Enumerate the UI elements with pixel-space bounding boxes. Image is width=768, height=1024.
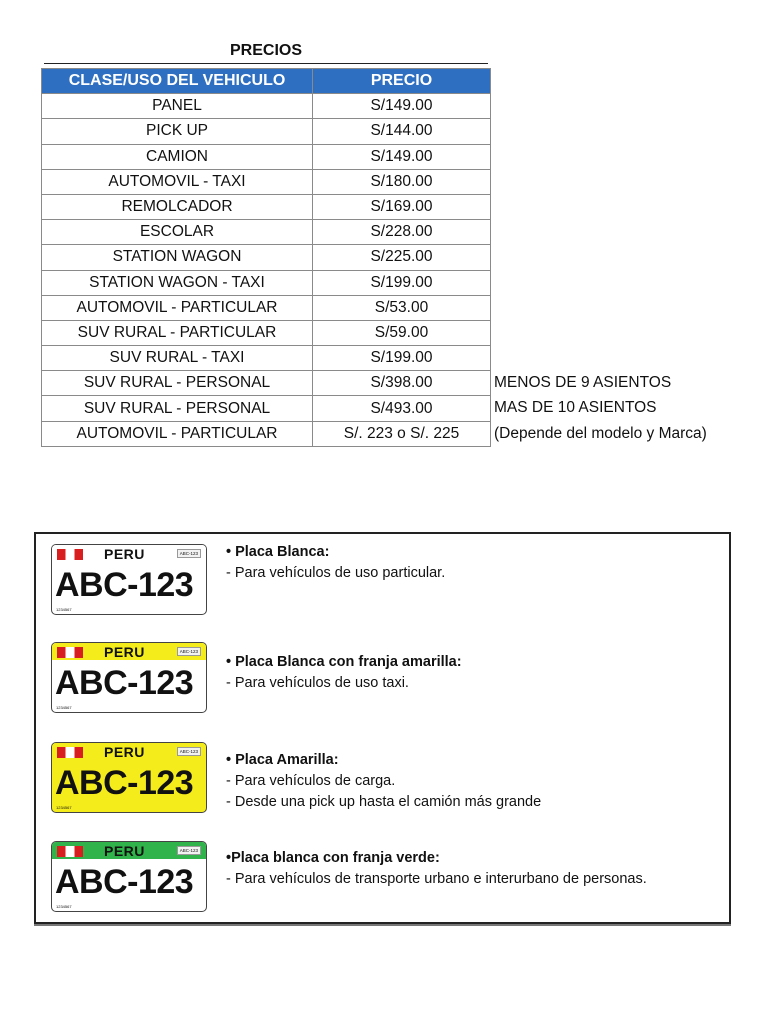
plate-country: PERU — [104, 644, 145, 660]
peru-flag-icon — [57, 747, 83, 758]
table-row — [42, 270, 491, 295]
vehicle-class-cell: STATION WAGON - TAXI — [42, 270, 313, 295]
column-header-vehicle-class: CLASE/USO DEL VEHICULO — [42, 69, 313, 94]
price-cell: S/199.00 — [313, 270, 491, 295]
table-row — [42, 371, 491, 396]
plate-description — [226, 544, 445, 581]
plate-usage-line: - Para vehículos de carga. — [226, 773, 396, 789]
plate-number: ABC-123 — [55, 863, 194, 901]
plate-serial: 1234567 — [56, 607, 72, 612]
plate-type-title: •Placa blanca con franja verde: — [226, 850, 440, 866]
vehicle-class-cell: PICK UP — [42, 119, 313, 144]
price-cell: S/398.00 — [313, 371, 491, 396]
table-header-row — [42, 69, 491, 94]
price-table — [41, 68, 491, 447]
price-cell: S/149.00 — [313, 144, 491, 169]
title-underline — [44, 63, 488, 64]
vehicle-class-cell: CAMION — [42, 144, 313, 169]
plate-usage-line: - Para vehículos de uso taxi. — [226, 675, 409, 691]
plate-usage-line: - Para vehículos de uso particular. — [226, 565, 446, 581]
vehicle-class-cell: REMOLCADOR — [42, 194, 313, 219]
plate-small-code: ABC-123 — [177, 549, 201, 558]
license-plate-image — [51, 742, 207, 813]
table-row — [42, 194, 491, 219]
vehicle-class-cell: PANEL — [42, 94, 313, 119]
price-cell: S/144.00 — [313, 119, 491, 144]
plate-number: ABC-123 — [55, 764, 194, 802]
plate-usage-line: - Desde una pick up hasta el camión más grande — [226, 794, 542, 810]
price-cell: S/59.00 — [313, 320, 491, 345]
plate-serial: 1234567 — [56, 705, 72, 710]
plate-small-code: ABC-123 — [177, 846, 201, 855]
table-row — [42, 144, 491, 169]
table-row — [42, 119, 491, 144]
vehicle-class-cell: AUTOMOVIL - PARTICULAR — [42, 295, 313, 320]
plate-type-title: • Placa Blanca con franja amarilla: — [226, 654, 462, 670]
price-cell: S/180.00 — [313, 169, 491, 194]
plate-description — [226, 850, 647, 887]
table-row — [42, 169, 491, 194]
plate-country: PERU — [104, 843, 145, 859]
plate-type-title: • Placa Amarilla: — [226, 752, 339, 768]
price-cell: S/149.00 — [313, 94, 491, 119]
plate-description — [226, 752, 541, 810]
peru-flag-icon — [57, 846, 83, 857]
vehicle-class-cell: SUV RURAL - PERSONAL — [42, 371, 313, 396]
note-more-than-10-seats: MAS DE 10 ASIENTOS — [494, 399, 657, 416]
table-row — [42, 346, 491, 371]
page-title: PRECIOS — [230, 42, 303, 59]
table-row — [42, 245, 491, 270]
plate-serial: 1234567 — [56, 904, 72, 909]
plate-usage-line: - Para vehículos de transporte urbano e interurbano de personas. — [226, 871, 647, 887]
vehicle-class-cell: AUTOMOVIL - PARTICULAR — [42, 421, 313, 446]
price-cell: S/. 223 o S/. 225 — [313, 421, 491, 446]
price-cell: S/493.00 — [313, 396, 491, 421]
table-row — [42, 421, 491, 446]
vehicle-class-cell: AUTOMOVIL - TAXI — [42, 169, 313, 194]
price-cell: S/225.00 — [313, 245, 491, 270]
table-row — [42, 396, 491, 421]
peru-flag-icon — [57, 549, 83, 560]
price-cell: S/228.00 — [313, 220, 491, 245]
plate-small-code: ABC-123 — [177, 647, 201, 656]
price-cell: S/53.00 — [313, 295, 491, 320]
price-cell: S/199.00 — [313, 346, 491, 371]
table-row — [42, 295, 491, 320]
note-less-than-9-seats: MENOS DE 9 ASIENTOS — [494, 374, 672, 391]
license-plate-image — [51, 841, 207, 912]
plate-small-code: ABC-123 — [177, 747, 201, 756]
license-plate-image — [51, 544, 207, 615]
note-depends-on-model: (Depende del modelo y Marca) — [494, 425, 707, 442]
table-row — [42, 220, 491, 245]
vehicle-class-cell: ESCOLAR — [42, 220, 313, 245]
price-cell: S/169.00 — [313, 194, 491, 219]
plate-types-panel — [34, 532, 731, 924]
vehicle-class-cell: SUV RURAL - TAXI — [42, 346, 313, 371]
vehicle-class-cell: STATION WAGON — [42, 245, 313, 270]
column-header-price: PRECIO — [313, 69, 491, 94]
plate-country: PERU — [104, 546, 145, 562]
plate-number: ABC-123 — [55, 566, 194, 604]
vehicle-class-cell: SUV RURAL - PERSONAL — [42, 396, 313, 421]
table-row — [42, 94, 491, 119]
table-row — [42, 320, 491, 345]
plate-type-title: • Placa Blanca: — [226, 544, 330, 560]
plate-description — [226, 654, 462, 691]
vehicle-class-cell: SUV RURAL - PARTICULAR — [42, 320, 313, 345]
plate-number: ABC-123 — [55, 664, 194, 702]
plate-serial: 1234567 — [56, 805, 72, 810]
plate-country: PERU — [104, 744, 145, 760]
license-plate-image — [51, 642, 207, 713]
peru-flag-icon — [57, 647, 83, 658]
